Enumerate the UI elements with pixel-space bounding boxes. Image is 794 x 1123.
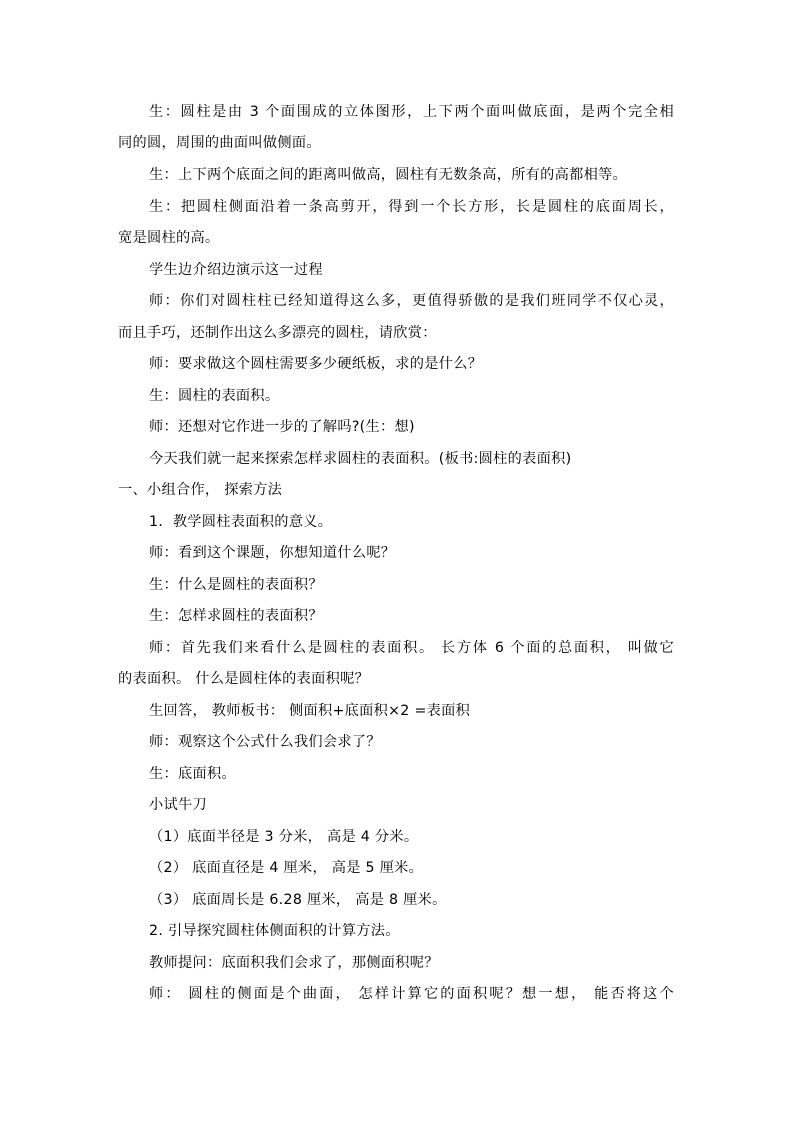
text-line: 生：底面积。	[149, 766, 236, 782]
text-line: 而且手巧，还制作出这么多漂亮的圆柱，请欣赏：	[118, 325, 437, 341]
text-line: 师：你们对圆柱柱已经知道得这么多，更值得骄傲的是我们班同学不仅心灵，	[149, 293, 674, 309]
text-line: 师：要求做这个圆柱需要多少硬纸板，求的是什么？	[149, 356, 483, 372]
text-line: 师：首先我们来看什么是圆柱的表面积。 长方体 6 个面的总面积， 叫做它	[149, 640, 674, 656]
text-line: 2. 引导探究圆柱体侧面积的计算方法。	[149, 923, 400, 939]
text-line: 今天我们就一起来探索怎样求圆柱的表面积。(板书:圆柱的表面积)	[149, 451, 572, 467]
exercise-item: （2） 底面直径是 4 厘米， 高是 5 厘米。	[149, 860, 424, 876]
text-line: 生：什么是圆柱的表面积？	[149, 577, 323, 593]
text-line: 生：圆柱是由 3 个面围成的立体图形，上下两个面叫做底面，是两个完全相	[149, 104, 674, 120]
text-line: 的表面积。 什么是圆柱体的表面积呢？	[118, 671, 370, 687]
text-line: 师：观察这个公式什么我们会求了？	[149, 734, 381, 750]
text-line: 学生边介绍边演示这一过程	[149, 262, 323, 278]
text-line: 同的圆，周围的曲面叫做侧面。	[118, 135, 321, 151]
text-line: 生：把圆柱侧面沿着一条高剪开，得到一个长方形，长是圆柱的底面周长，	[149, 199, 674, 215]
text-line: 小试牛刀	[149, 797, 207, 813]
text-line: 生：圆柱的表面积。	[149, 388, 280, 404]
text-line: 师：还想对它作进一步的了解吗?(生：想)	[149, 419, 415, 435]
text-line: 教师提问：底面积我们会求了，那侧面积呢？	[149, 955, 439, 971]
exercise-item: （3） 底面周长是 6.28 厘米， 高是 8 厘米。	[149, 892, 447, 908]
text-line: 生：怎样求圆柱的表面积？	[149, 608, 323, 624]
text-line: 宽是圆柱的高。	[118, 230, 220, 246]
text-line: 师： 圆柱的侧面是个曲面， 怎样计算它的面积呢？想一想， 能否将这个	[149, 986, 674, 1002]
text-line: 师：看到这个课题，你想知道什么呢？	[149, 545, 396, 561]
text-line: 生：上下两个底面之间的距离叫做高，圆柱有无数条高，所有的高都相等。	[149, 167, 628, 183]
section-heading: 一、小组合作， 探索方法	[118, 482, 283, 498]
exercise-item: （1）底面半径是 3 分米， 高是 4 分米。	[149, 829, 419, 845]
text-line: 生回答， 教师板书： 侧面积+底面积×2 =表面积	[149, 703, 471, 719]
text-line: 1．教学圆柱表面积的意义。	[149, 514, 333, 530]
